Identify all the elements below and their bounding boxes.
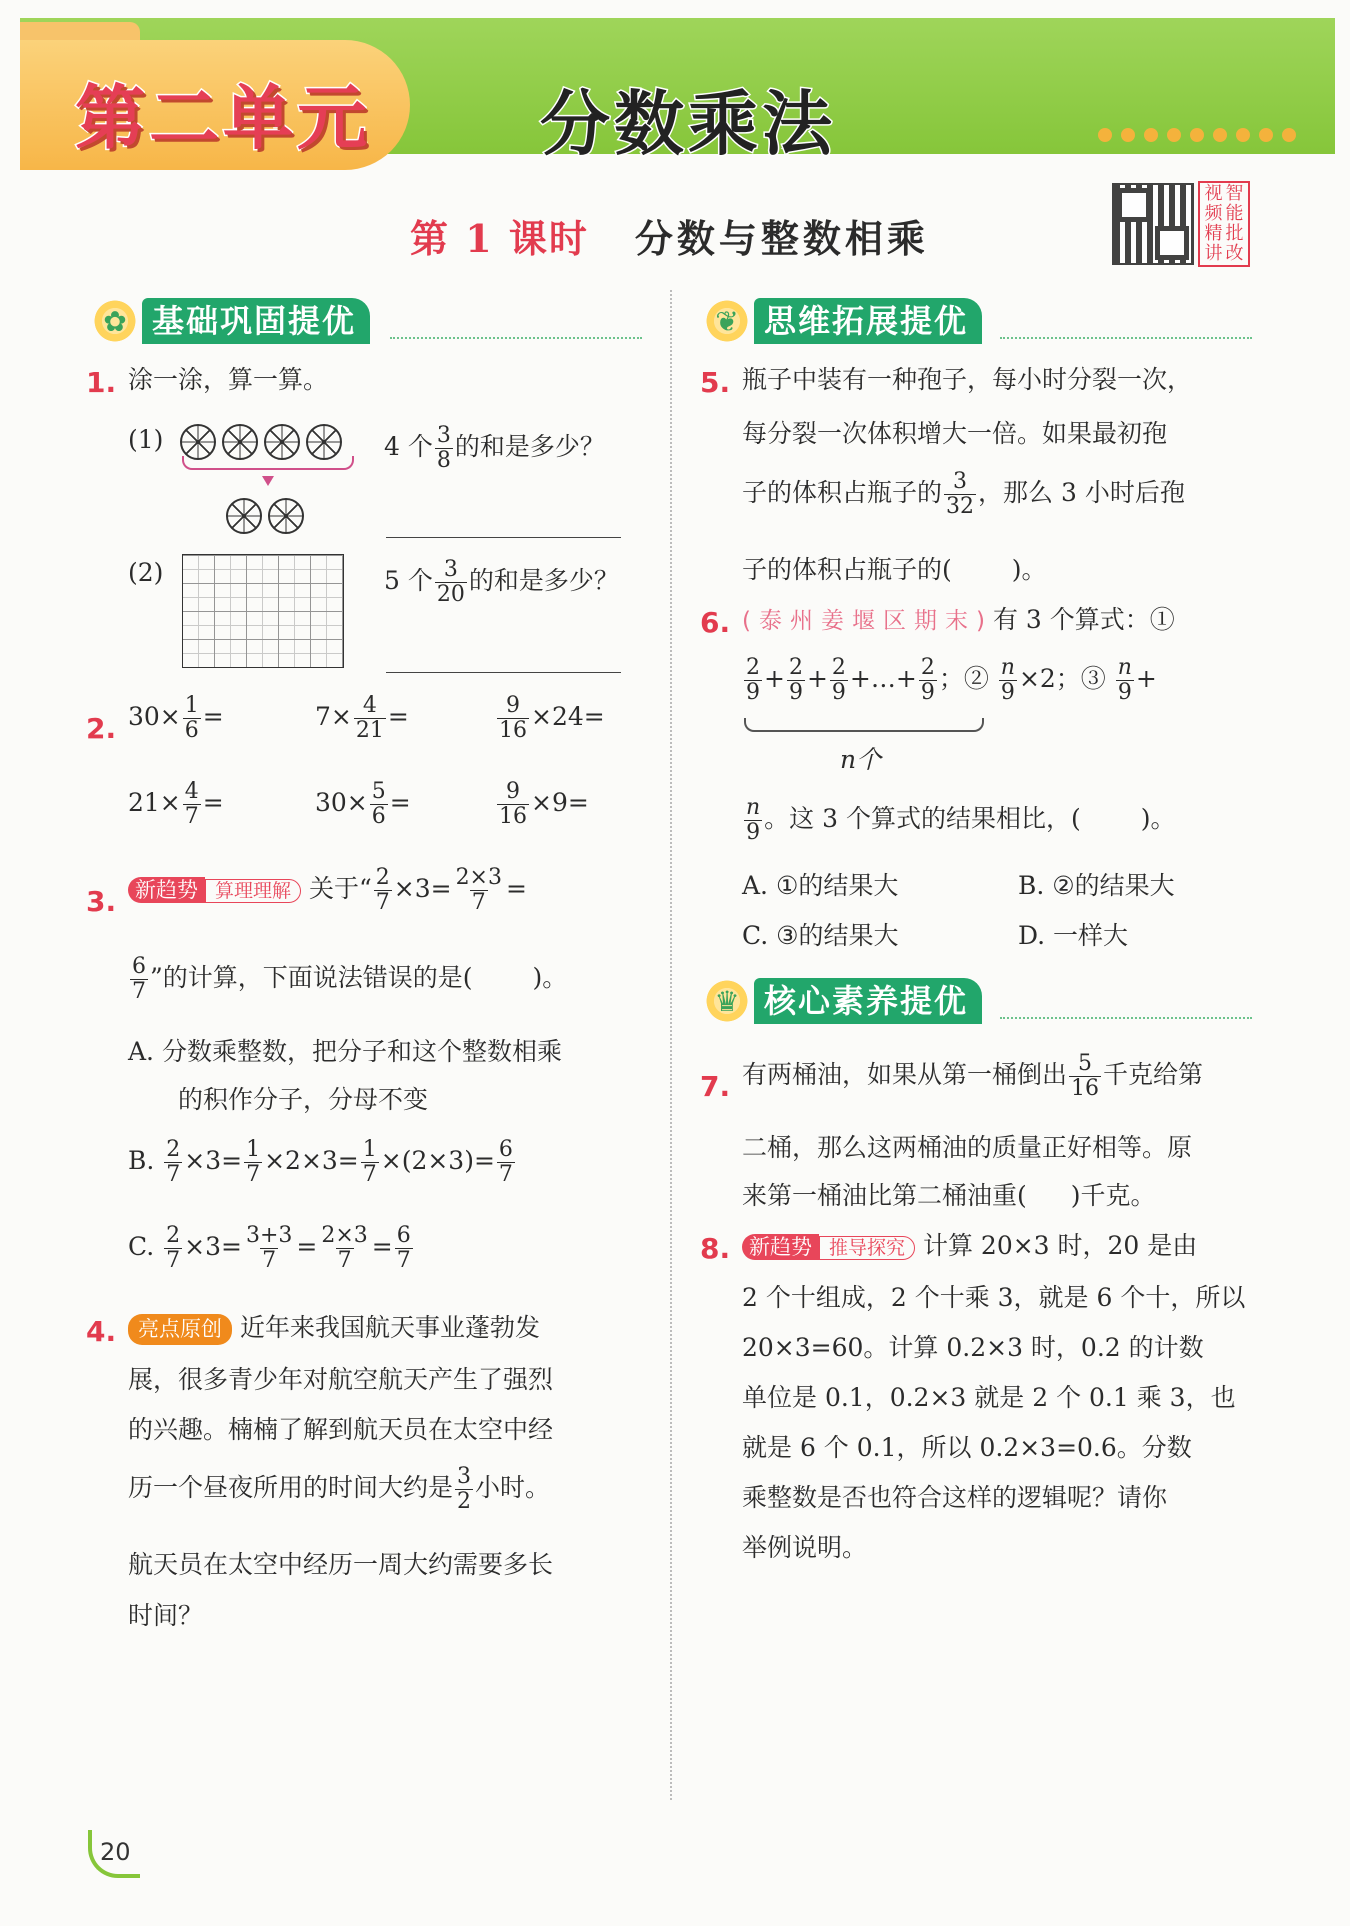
down-arrow-icon — [262, 476, 274, 486]
column-divider — [670, 290, 672, 1800]
q4-line5: 航天员在太空中经历一周大约需要多长 — [128, 1550, 554, 1579]
q6-line1: (泰州姜堰区期末)有 3 个算式：① — [742, 605, 1175, 634]
fraction-wheel[interactable] — [180, 424, 216, 460]
lesson-title — [410, 208, 929, 263]
q3-number: 3. — [86, 885, 117, 918]
q2-item: $\frac{9}{16}$ ×9= — [499, 779, 589, 830]
q4-line2: 展，很多青少年对航空航天产生了强烈 — [128, 1365, 554, 1394]
q1-wheels-row2 — [226, 498, 310, 534]
unit-title: 第二单元 — [75, 77, 371, 159]
q5-line4: 子的体积占瓶子的( )。 — [742, 555, 1047, 584]
q5-line3: 子的体积占瓶子的 $\frac{3}{32}$ ，那么 3 小时后孢 — [742, 469, 1185, 520]
q8-line6: 乘整数是否也符合这样的逻辑呢？请你 — [742, 1483, 1168, 1512]
q7-number: 7. — [700, 1070, 731, 1103]
q4-line6: 时间？ — [128, 1601, 204, 1630]
lesson-number: 第 1 课时 — [410, 216, 589, 261]
q1-number: 1. — [86, 366, 117, 399]
q1-part2-answer-line[interactable] — [386, 672, 621, 673]
fraction-wheel[interactable] — [226, 498, 262, 534]
q1-part2-label: (2) — [128, 558, 164, 587]
pink-brace — [182, 456, 354, 470]
q6-line2: $\frac{2}{9}$ + $\frac{2}{9}$ + $\frac{2}{9}$ +…+ $\frac{2}{9}$ ；② $\frac{n}{9}$ ×2；③ $\frac{n}{9}$ + — [746, 655, 1157, 706]
q1-part1-answer-line[interactable] — [386, 537, 621, 538]
q8-line2: 2 个十组成，2 个十乘 3，就是 6 个十，所以 — [742, 1283, 1246, 1312]
section-line — [390, 337, 642, 339]
fraction-wheel[interactable] — [222, 424, 258, 460]
q2-item: 21× $\frac{4}{7}$ = — [128, 779, 224, 830]
section-basic — [88, 296, 370, 346]
q8-line4: 单位是 0.1，0.2×3 就是 2 个 0.1 乘 3，也 — [742, 1383, 1236, 1412]
q2-number: 2. — [86, 712, 117, 745]
q6-line3: $\frac{n}{9}$ 。这 3 个算式的结果相比，( )。 — [746, 795, 1176, 846]
q4-line3: 的兴趣。楠楠了解到航天员在太空中经 — [128, 1415, 554, 1444]
q1-wheels-row1 — [180, 424, 348, 460]
fraction-wheel[interactable] — [306, 424, 342, 460]
q4-line4: 历一个昼夜所用的时间大约是 $\frac{3}{2}$ 小时。 — [128, 1464, 551, 1515]
q6-option-c[interactable]: C. ③的结果大 — [742, 921, 899, 950]
q7-line2: 二桶，那么这两桶油的质量正好相等。原 — [742, 1133, 1193, 1162]
sprout-icon: ❦ — [700, 296, 754, 346]
section-core — [700, 976, 982, 1026]
q8-line5: 就是 6 个 0.1，所以 0.2×3=0.6。分数 — [742, 1433, 1192, 1462]
q1-part2-question: 5 个 $\frac{3}{20}$ 的和是多少？ — [384, 557, 619, 608]
q6-option-b[interactable]: B. ②的结果大 — [1018, 871, 1175, 900]
fraction-wheel[interactable] — [268, 498, 304, 534]
fraction-wheel[interactable] — [264, 424, 300, 460]
decorative-dots — [1098, 128, 1296, 142]
q3-line2: $\frac{6}{7}$ ”的计算，下面说法错误的是( )。 — [132, 954, 568, 1005]
section-basic-title: 基础巩固提优 — [142, 298, 370, 344]
q3-option-a[interactable]: A. 分数乘整数，把分子和这个整数相乘 — [128, 1037, 562, 1066]
chapter-title: 分数乘法 — [540, 83, 836, 165]
q3-option-c[interactable]: C. $\frac{2}{7}$ ×3= $\frac{3+3}{7}$ = $\frac{2\times 3}{7}$ = $\frac{6}{7}$ — [128, 1223, 411, 1274]
q5-number: 5. — [700, 366, 731, 399]
q2-item: 30× $\frac{1}{6}$ = — [128, 693, 224, 744]
q7-line1: 有两桶油，如果从第一桶倒出 $\frac{5}{16}$ 千克给第 — [742, 1051, 1204, 1102]
q3-option-b[interactable]: B. $\frac{2}{7}$ ×3= $\frac{1}{7}$ ×2×3= $\frac{1}{7}$ ×(2×3)= $\frac{6}{7}$ — [128, 1137, 513, 1188]
qr-label: 视 智 频 能 精 批 讲 改 — [1198, 181, 1250, 267]
q1-title: 涂一涂，算一算。 — [128, 365, 329, 394]
q1-part1-label: (1) — [128, 425, 164, 454]
n-count-label: n个 — [840, 745, 882, 774]
q4-number: 4. — [86, 1315, 117, 1348]
q5-line1: 瓶子中装有一种孢子，每小时分裂一次， — [742, 365, 1193, 394]
q2-item: 7× $\frac{4}{21}$ = — [315, 693, 409, 744]
q2-item: 30× $\frac{5}{6}$ = — [315, 779, 411, 830]
unit-tab-top — [20, 22, 140, 42]
q1-part1-question: 4 个 $\frac{3}{8}$ 的和是多少？ — [384, 423, 605, 474]
trend-tag: 新趋势 算理理解 — [128, 876, 301, 905]
n-brace — [744, 718, 984, 732]
section-thinking-title: 思维拓展提优 — [754, 298, 982, 344]
q8-line7: 举例说明。 — [742, 1533, 868, 1562]
q7-line3: 来第一桶油比第二桶油重( )千克。 — [742, 1181, 1156, 1210]
q8-number: 8. — [700, 1232, 731, 1265]
q4-line1: 亮点原创 近年来我国航天事业蓬勃发 — [128, 1310, 540, 1345]
trophy-icon: ♛ — [700, 976, 754, 1026]
section-line — [1000, 1017, 1252, 1019]
q3-line1: 新趋势 算理理解 关于“ $\frac{2}{7}$ ×3= $\frac{2\times 3}{7}$ = — [128, 866, 527, 915]
q5-line2: 每分裂一次体积增大一倍。如果最初孢 — [742, 419, 1168, 448]
sun-seedling-icon: ✿ — [88, 296, 142, 346]
trend-tag: 新趋势 推导探究 — [742, 1233, 915, 1262]
section-core-title: 核心素养提优 — [754, 978, 982, 1024]
qr-code-icon[interactable] — [1112, 183, 1194, 265]
q3-option-a-cont: 的积作分子，分母不变 — [178, 1085, 429, 1114]
q6-number: 6. — [700, 606, 731, 639]
section-thinking — [700, 296, 982, 346]
lesson-name: 分数与整数相乘 — [634, 216, 929, 261]
q8-line3: 20×3=60。计算 0.2×3 时，0.2 的计数 — [742, 1333, 1204, 1362]
q8-line1: 新趋势 推导探究 计算 20×3 时，20 是由 — [742, 1228, 1197, 1263]
q6-option-d[interactable]: D. 一样大 — [1018, 921, 1129, 950]
original-tag: 亮点原创 — [128, 1314, 232, 1345]
q6-option-a[interactable]: A. ①的结果大 — [742, 871, 899, 900]
q2-item: $\frac{9}{16}$ ×24= — [499, 693, 605, 744]
q1-grid[interactable] — [182, 554, 344, 668]
page-number: 20 — [100, 1838, 131, 1866]
section-line — [1000, 337, 1252, 339]
